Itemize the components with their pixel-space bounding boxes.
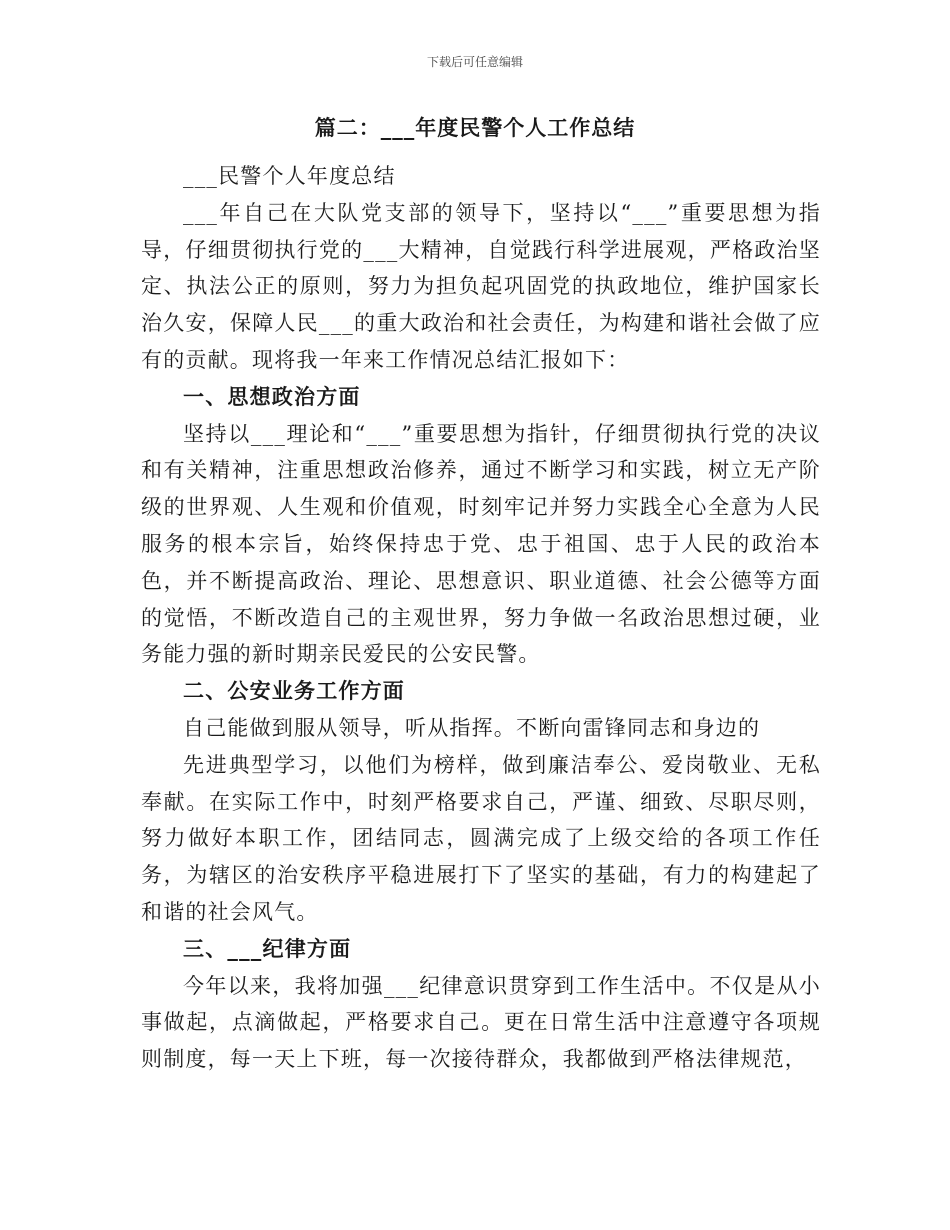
paragraph-political: 坚持以___理论和“___”重要思想为指针，仔细贯彻执行党的决议和有关精神，注重思想政治修养，通过不断学习和实践，树立无产阶级的世界观、人生观和价值观，时刻牢记并努力实践全心全意为人民服务的根本宗旨，始终保持忠于党、忠于祖国、忠于人民的政治本色，并不断提高政治、理论、思想意识、职业道德、社会公德等方面的觉悟，不断改造自己的主观世界，努力争做一名政治思想过硬，业务能力强的新时期亲民爱民的公安民警。 (141, 421, 821, 667)
section-heading-discipline: 三、___纪律方面 (183, 936, 352, 961)
document-body (141, 158, 821, 1078)
paragraph-police-work-1: 自己能做到服从领导，听从指挥。不断向雷锋同志和身边的 (183, 715, 761, 740)
paragraph-subtitle: ___民警个人年度总结 (183, 164, 396, 188)
document-title: 篇二：___年度民警个人工作总结 (314, 116, 636, 140)
section-heading-political: 一、思想政治方面 (183, 384, 361, 409)
paragraph-police-work-2: 先进典型学习，以他们为榜样，做到廉洁奉公、爱岗敬业、无私奉献。在实际工作中，时刻严格要求自己，严谨、细致、尽职尽则，努力做好本职工作，团结同志，圆满完成了上级交给的各项工作任务，为辖区的治安秩序平稳进展打下了坚实的基础，有力的构建起了和谐的社会风气。 (141, 752, 821, 924)
header-note: 下载后可任意编辑 (426, 55, 523, 69)
section-heading-police-work: 二、公安业务工作方面 (183, 679, 405, 704)
paragraph-discipline: 今年以来，我将加强___纪律意识贯穿到工作生活中。不仅是从小事做起，点滴做起，严格要求自己。更在日常生活中注意遵守各项规则制度，每一天上下班，每一次接待群众，我都做到严格法律规范， (141, 973, 821, 1072)
paragraph-intro: ___年自己在大队党支部的领导下，坚持以“___”重要思想为指导，仔细贯彻执行党的___大精神，自觉践行科学进展观，严格政治坚定、执法公正的原则，努力为担负起巩固党的执政地位，维护国家长治久安，保障人民___的重大政治和社会责任，为构建和谐社会做了应有的贡献。现将我一年来工作情况总结汇报如下： (141, 200, 821, 372)
